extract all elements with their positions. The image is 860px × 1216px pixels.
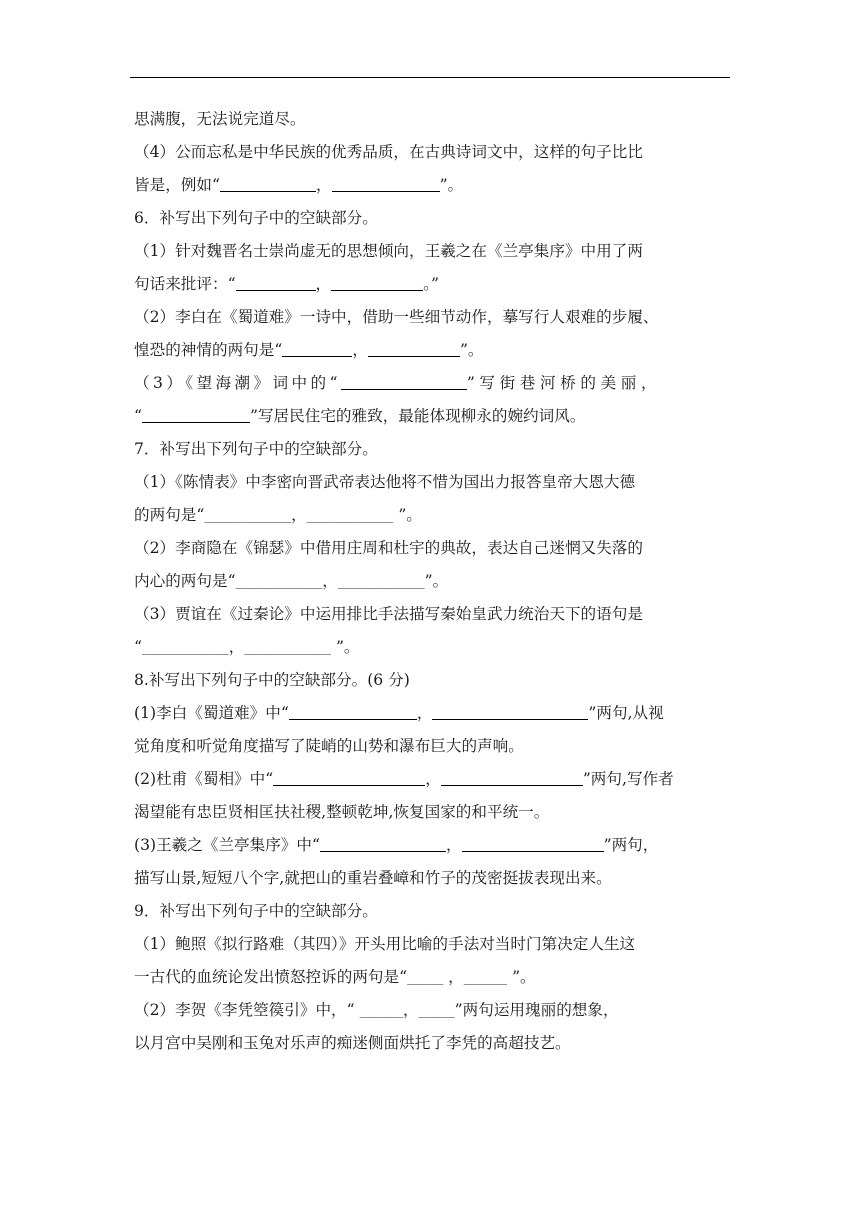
text-line: （3）贾谊在《过秦论》中运用排比手法描写秦始皇武力统治天下的语句是	[134, 605, 643, 623]
fill-blank[interactable]	[368, 340, 460, 357]
text-segment: （2）李贺《李凭箜篌引》中，“	[134, 1001, 360, 1019]
text-segment: (3)王羲之《兰亭集序》中“	[134, 836, 320, 854]
text-line	[134, 400, 730, 433]
question-heading: 6．补写出下列句子中的空缺部分。	[134, 209, 378, 227]
text-segment: ”两句,从视	[588, 704, 664, 722]
text-segment: ”两句，	[603, 836, 659, 854]
document-body	[134, 103, 730, 1060]
text-segment: ，	[322, 572, 338, 590]
text-line: （2）李商隐在《锦瑟》中借用庄周和杜宇的典故，表达自己迷惘又失落的	[134, 539, 643, 557]
text-segment: ，	[315, 275, 332, 293]
text-line	[134, 697, 730, 730]
underscore-blank[interactable]: _____	[418, 1004, 455, 1018]
text-line	[134, 631, 730, 664]
question-heading: 9．补写出下列句子中的空缺部分。	[134, 902, 378, 920]
text-segment: 皆是，例如“	[134, 176, 220, 194]
text-line: 思满腹，无法说完道尽。	[134, 110, 306, 128]
text-line: （2）李白在《蜀道难》一诗中，借助一些细节动作，摹写行人艰难的步履、	[134, 308, 659, 326]
fill-blank[interactable]	[142, 406, 250, 423]
text-segment: ”两句运用瑰丽的想象，	[454, 1001, 619, 1019]
text-line	[134, 268, 730, 301]
fill-blank[interactable]	[320, 835, 446, 852]
underscore-blank[interactable]: ____________	[337, 575, 425, 589]
text-segment: ”写街巷河桥的美丽，	[466, 374, 662, 392]
text-line	[134, 994, 730, 1027]
text-segment: ，	[416, 704, 433, 722]
underscore-blank[interactable]: _____	[407, 971, 444, 985]
text-segment: ，	[291, 506, 307, 524]
text-segment: 句话来批评：“	[134, 275, 236, 293]
text-line	[134, 565, 730, 598]
text-segment: 的两句是“	[134, 506, 205, 524]
underscore-blank[interactable]: ______	[359, 1004, 403, 1018]
fill-blank[interactable]	[441, 769, 583, 786]
text-segment: ，	[402, 1001, 419, 1019]
text-segment: ”。	[424, 572, 449, 590]
fill-blank[interactable]	[462, 835, 604, 852]
underscore-blank[interactable]: ____________	[141, 641, 229, 655]
fill-blank[interactable]	[236, 274, 316, 291]
text-segment: ”。	[331, 638, 360, 656]
underscore-blank[interactable]: ____________	[306, 509, 394, 523]
fill-blank[interactable]	[289, 703, 417, 720]
underscore-blank[interactable]: ______	[463, 971, 508, 985]
text-line: 以月宫中吴刚和玉兔对乐声的痴迷侧面烘托了李凭的高超技艺。	[134, 1034, 571, 1052]
question-heading: 8.补写出下列句子中的空缺部分。(6 分)	[134, 671, 410, 689]
text-line	[134, 499, 730, 532]
text-line	[134, 367, 730, 400]
underscore-blank[interactable]: ____________	[204, 509, 292, 523]
text-segment: ”。	[393, 506, 422, 524]
text-line	[134, 763, 730, 796]
text-segment: ”。	[459, 341, 484, 359]
text-segment: 内心的两句是“	[134, 572, 236, 590]
text-segment: ，	[315, 176, 332, 194]
text-line: （1）《陈情表》中李密向晋武帝表达他将不惜为国出力报答皇帝大恩大德	[134, 473, 636, 491]
fill-blank[interactable]	[341, 373, 467, 390]
text-line: 描写山景,短短八个字,就把山的重岩叠嶂和竹子的茂密挺拔表现出来。	[134, 869, 612, 887]
text-segment: (1)李白《蜀道难》中“	[134, 704, 289, 722]
header-rule	[130, 77, 730, 78]
text-line	[134, 961, 730, 994]
text-segment: 惶恐的神情的两句是“	[134, 341, 283, 359]
text-line	[134, 169, 730, 202]
text-line: （1）针对魏晋名士崇尚虚无的思想倾向，王羲之在《兰亭集序》中用了两	[134, 242, 643, 260]
fill-blank[interactable]	[331, 274, 423, 291]
text-segment: “	[134, 407, 142, 425]
fill-blank[interactable]	[432, 703, 588, 720]
fill-blank[interactable]	[220, 175, 316, 192]
question-heading: 7．补写出下列句子中的空缺部分。	[134, 440, 378, 458]
text-segment: ，	[352, 341, 368, 359]
text-line: 渴望能有忠臣贤相匡扶社稷,整顿乾坤,恢复国家的和平统一。	[134, 803, 550, 821]
underscore-blank[interactable]: ____________	[235, 575, 323, 589]
text-line: 觉角度和听觉角度描写了陡峭的山势和瀑布巨大的声响。	[134, 737, 524, 755]
text-line	[134, 334, 730, 367]
text-segment: (2)杜甫《蜀相》中“	[134, 770, 274, 788]
text-segment: ，	[228, 638, 245, 656]
text-segment: ，	[446, 836, 462, 854]
text-segment: 一古代的血统论发出愤怒控诉的两句是“	[134, 968, 408, 986]
text-segment: ”写居民住宅的雅致，最能体现柳永的婉约词风。	[249, 407, 586, 425]
text-line: （4）公而忘私是中华民族的优秀品质，在古典诗词文中，这样的句子比比	[134, 143, 643, 161]
text-segment: （3）《望海潮》词中的“	[134, 374, 341, 392]
fill-blank[interactable]	[332, 175, 440, 192]
text-line	[134, 829, 730, 862]
text-line: （1）鲍照《拟行路难（其四）》开头用比喻的手法对当时门第决定人生这	[134, 935, 636, 953]
text-segment: ，	[443, 968, 464, 986]
text-segment: “	[134, 638, 142, 656]
fill-blank[interactable]	[282, 340, 352, 357]
text-segment: ”。	[507, 968, 536, 986]
fill-blank[interactable]	[273, 769, 425, 786]
text-segment: ，	[425, 770, 441, 788]
text-segment: ”两句,写作者	[582, 770, 674, 788]
underscore-blank[interactable]: ____________	[244, 641, 331, 655]
text-segment: ”。	[439, 176, 464, 194]
text-segment: 。”	[423, 275, 439, 293]
